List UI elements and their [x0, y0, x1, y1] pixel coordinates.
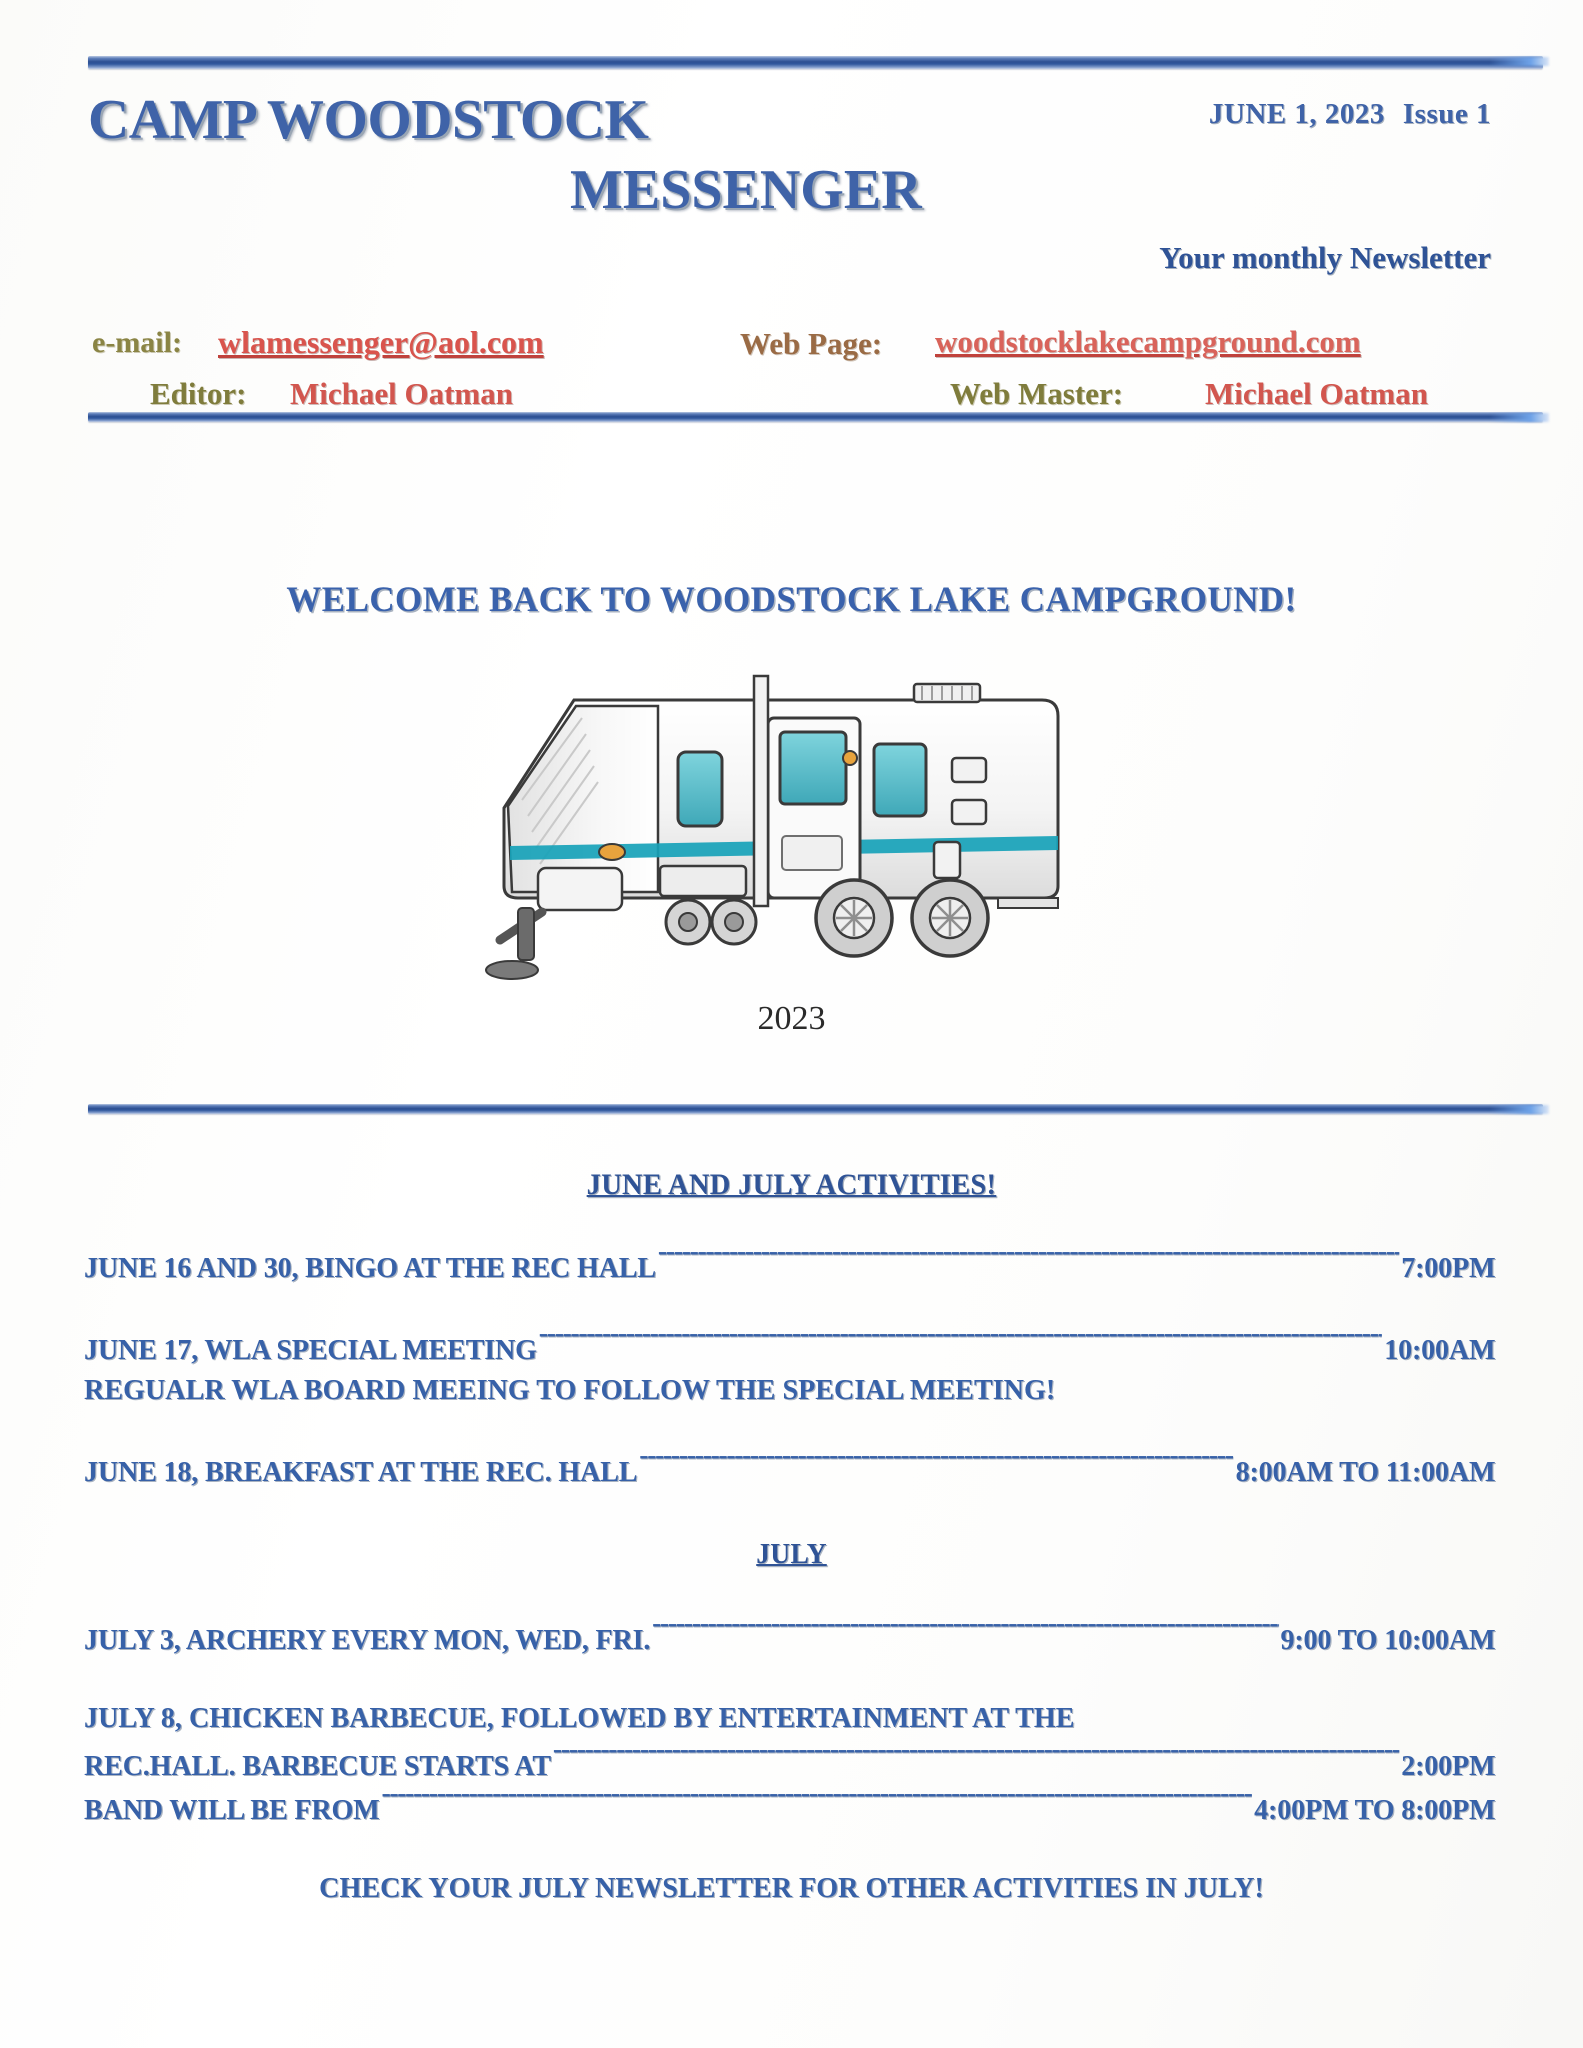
- web-master-label: Web Master:: [950, 376, 1124, 411]
- page-title: CAMP WOODSTOCK: [88, 89, 649, 151]
- illustration-year-caption: 2023: [757, 1000, 826, 1037]
- masthead-subtitle: Your monthly Newsletter: [1159, 240, 1491, 275]
- dot-leader: [539, 1330, 1383, 1359]
- rv-illustration: [0, 640, 1583, 1025]
- activity-label: JULY 3, ARCHERY EVERY MON, WED, FRI.: [84, 1624, 651, 1656]
- activity-label: REC.HALL. BARBECUE STARTS AT: [84, 1750, 551, 1782]
- activity-label: JUNE 18, BREAKFAST AT THE REC. HALL: [84, 1456, 638, 1488]
- masthead-messenger-title: MESSENGER: [570, 159, 922, 221]
- dot-leader: [639, 1452, 1233, 1481]
- activity-item: [84, 1248, 1496, 1285]
- web-master-name: Michael Oatman: [1205, 376, 1428, 411]
- activity-item: [84, 1746, 1496, 1783]
- activity-intro: JULY 8, CHICKEN BARBECUE, FOLLOWED BY ENTERTAINMENT AT THE: [84, 1702, 1075, 1734]
- editor-name: Michael Oatman: [290, 376, 513, 411]
- activity-time: 2:00PM: [1401, 1750, 1496, 1782]
- activities-section-heading: JUNE AND JULY ACTIVITIES!: [586, 1168, 997, 1201]
- activity-time: 4:00PM TO 8:00PM: [1254, 1794, 1496, 1826]
- dot-leader: [381, 1790, 1252, 1819]
- activity-label: BAND WILL BE FROM: [84, 1794, 380, 1826]
- issue-number: Issue 1: [1402, 98, 1491, 130]
- welcome-headline: WELCOME BACK TO WOODSTOCK LAKE CAMPGROUND!: [286, 579, 1297, 619]
- activity-item: [84, 1620, 1496, 1657]
- email-label: e-mail:: [92, 326, 182, 359]
- divider-header-bottom: [88, 412, 1543, 422]
- activity-item: [84, 1452, 1496, 1489]
- divider-activities-top: [88, 1104, 1543, 1114]
- july-subheading: JULY: [756, 1538, 827, 1570]
- web-page-label: Web Page:: [740, 326, 883, 361]
- dot-leader: [553, 1746, 1399, 1775]
- editor-label: Editor:: [150, 376, 247, 411]
- issue-date: JUNE 1, 2023: [1208, 98, 1385, 130]
- divider-top: [88, 56, 1543, 69]
- activity-time: 7:00PM: [1401, 1252, 1496, 1284]
- email-link[interactable]: wlamessenger@aol.com: [218, 324, 544, 360]
- web-page-link[interactable]: woodstocklakecampground.com: [935, 324, 1361, 359]
- issue-date-line: [1209, 98, 1491, 131]
- activity-item: [84, 1790, 1496, 1827]
- activity-time: 9:00 TO 10:00AM: [1280, 1624, 1496, 1656]
- activity-label: JUNE 17, WLA SPECIAL MEETING: [84, 1334, 537, 1366]
- closing-note: CHECK YOUR JULY NEWSLETTER FOR OTHER ACTIVITIES IN JULY!: [319, 1872, 1264, 1904]
- activity-time: 8:00AM TO 11:00AM: [1235, 1456, 1496, 1488]
- dot-leader: [658, 1248, 1399, 1277]
- activity-item: [84, 1330, 1496, 1367]
- activity-time: 10:00AM: [1384, 1334, 1496, 1366]
- activity-label: JUNE 16 AND 30, BINGO AT THE REC HALL: [84, 1252, 656, 1284]
- dot-leader: [652, 1620, 1278, 1649]
- activity-continuation: REGUALR WLA BOARD MEEING TO FOLLOW THE SPECIAL MEETING!: [84, 1374, 1056, 1406]
